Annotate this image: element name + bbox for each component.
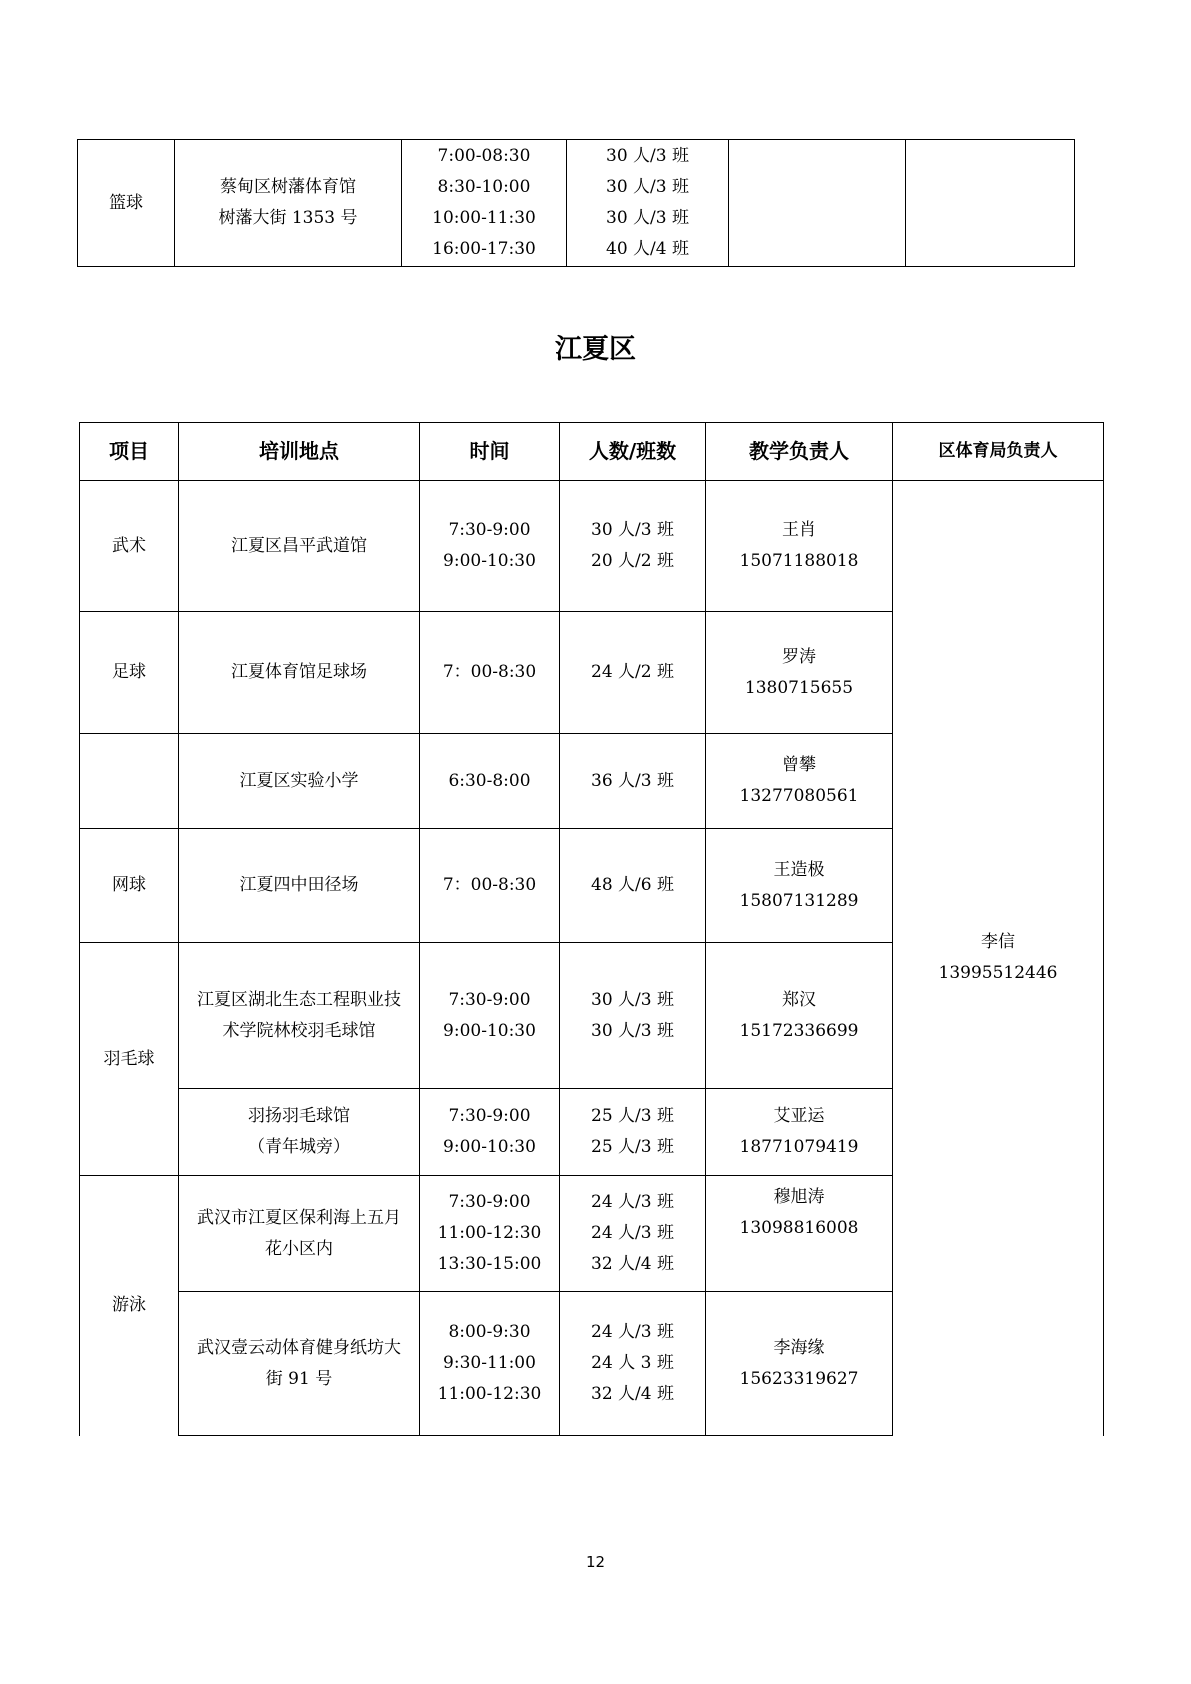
bureau-cell: [893, 481, 1104, 1436]
count-line: 30 人/3 班: [606, 208, 689, 228]
sport-cell: [80, 612, 179, 734]
time-cell: [420, 1176, 560, 1292]
location-cell: [179, 481, 420, 612]
count-line: 30 人/3 班: [591, 520, 674, 540]
count-cell: [560, 734, 706, 829]
time-cell: [420, 1089, 560, 1176]
location-cell: [179, 612, 420, 734]
time-line: 16:00-17:30: [432, 239, 536, 259]
count-line: 30 人/3 班: [591, 989, 674, 1010]
time-line: 6:30-8:00: [448, 770, 531, 791]
count-line: 24 人/2 班: [591, 662, 674, 682]
teacher-cell: [729, 140, 906, 267]
teacher-cell: [706, 481, 893, 612]
location-line: 蔡甸区树藩体育馆: [220, 177, 356, 197]
header-location: 培训地点: [179, 423, 420, 481]
location-line: 江夏区昌平武道馆: [231, 535, 367, 556]
time-line: 13:30-15:00: [437, 1254, 542, 1274]
time-line: 10:00-11:30: [432, 208, 536, 228]
teacher-cell: [706, 1176, 893, 1292]
time-line: 8:00-9:30: [448, 1322, 531, 1342]
location-cell: [179, 943, 420, 1089]
section-title: 江夏区: [555, 334, 636, 365]
sport-cell: [80, 734, 179, 829]
location-cell: [179, 1292, 420, 1436]
sport-cell: [80, 829, 179, 943]
count-line: 25 人/3 班: [591, 1106, 674, 1126]
teacher-name: 王肖: [782, 520, 816, 540]
time-cell: [420, 734, 560, 829]
teacher-cell: [706, 1292, 893, 1436]
count-cell: [560, 612, 706, 734]
count-line: 24 人/3 班: [591, 1322, 674, 1342]
time-line: 9:00-10:30: [443, 1020, 536, 1041]
sport-label: 羽毛球: [103, 1048, 155, 1069]
sport-label: 武术: [112, 535, 146, 556]
header-bureau: 区体育局负责人: [893, 423, 1104, 481]
time-line: 7：00-8:30: [442, 662, 537, 682]
header-item: 项目: [80, 423, 179, 481]
count-cell: [560, 1292, 706, 1436]
page-number: 12: [585, 1553, 606, 1571]
header-row: [80, 423, 1104, 481]
count-cell: [560, 943, 706, 1089]
teacher-phone: 18771079419: [739, 1137, 859, 1157]
location-line: 武汉市江夏区保利海上五月: [197, 1207, 401, 1228]
header-count: 人数/班数: [560, 423, 706, 481]
time-line: 9:00-10:30: [443, 551, 536, 571]
teacher-cell: [706, 943, 893, 1089]
location-cell: [179, 1176, 420, 1292]
count-line: 30 人/3 班: [591, 1020, 674, 1041]
time-line: 11:00-12:30: [437, 1384, 542, 1404]
location-line: 江夏区实验小学: [239, 770, 359, 791]
time-line: 7:00-08:30: [437, 146, 531, 166]
header-teacher: 教学负责人: [706, 423, 893, 481]
location-cell: [179, 1089, 420, 1176]
teacher-name: 罗涛: [782, 646, 816, 667]
teacher-cell: [706, 829, 893, 943]
table-row: [80, 481, 1104, 612]
sport-cell: [80, 1176, 179, 1436]
count-cell: [567, 140, 729, 267]
table-row: [78, 140, 1075, 267]
sport-cell: [78, 140, 175, 267]
teacher-cell: [706, 734, 893, 829]
count-cell: [560, 481, 706, 612]
count-line: 25 人/3 班: [591, 1137, 674, 1157]
time-line: 11:00-12:30: [437, 1223, 542, 1243]
time-cell: [402, 140, 567, 267]
time-cell: [420, 481, 560, 612]
time-line: 7:30-9:00: [448, 989, 531, 1010]
schedule-table: [79, 422, 1104, 1436]
time-line: 9:30-11:00: [443, 1353, 536, 1373]
location-cell: [179, 829, 420, 943]
location-line: （青年城旁）: [248, 1137, 350, 1157]
location-line: 术学院林校羽毛球馆: [222, 1020, 376, 1041]
sport-cell: [80, 481, 179, 612]
count-cell: [560, 829, 706, 943]
sport-label: 网球: [112, 875, 146, 895]
bureau-name: 李信: [981, 932, 1015, 953]
top-table: [77, 139, 1075, 267]
teacher-name: 郑汉: [782, 989, 816, 1010]
count-line: 32 人/4 班: [591, 1384, 674, 1404]
count-line: 24 人 3 班: [591, 1353, 674, 1373]
teacher-phone: 15623319627: [739, 1368, 859, 1389]
teacher-phone: 15807131289: [739, 890, 859, 911]
teacher-cell: [706, 1089, 893, 1176]
bureau-cell: [906, 140, 1075, 267]
time-line: 7:30-9:00: [448, 520, 531, 540]
count-line: 48 人/6 班: [591, 875, 674, 895]
count-line: 30 人/3 班: [606, 146, 689, 166]
location-cell: [179, 734, 420, 829]
teacher-name: 穆旭涛: [773, 1187, 825, 1207]
time-cell: [420, 1292, 560, 1436]
count-line: 20 人/2 班: [591, 551, 674, 571]
teacher-cell: [706, 612, 893, 734]
teacher-phone: 13277080561: [739, 786, 859, 806]
sport-cell: [80, 943, 179, 1176]
time-cell: [420, 829, 560, 943]
count-line: 36 人/3 班: [591, 770, 674, 791]
teacher-name: 王造极: [773, 859, 825, 880]
location-line: 街 91 号: [265, 1368, 333, 1389]
time-cell: [420, 943, 560, 1089]
teacher-phone: 13098816008: [739, 1218, 859, 1238]
count-line: 24 人/3 班: [591, 1223, 674, 1243]
location-line: 江夏区湖北生态工程职业技: [197, 989, 401, 1010]
teacher-phone: 1380715655: [744, 677, 854, 698]
location-line: 武汉壹云动体育健身纸坊大: [197, 1337, 401, 1358]
location-cell: [175, 140, 402, 267]
count-cell: [560, 1089, 706, 1176]
teacher-name: 曾攀: [782, 755, 816, 775]
count-line: 24 人/3 班: [591, 1192, 674, 1212]
location-line: 羽扬羽毛球馆: [248, 1106, 350, 1126]
time-line: 7:30-9:00: [448, 1192, 531, 1212]
time-line: 9:00-10:30: [443, 1137, 536, 1157]
header-time: 时间: [420, 423, 560, 481]
time-line: 8:30-10:00: [437, 177, 531, 197]
teacher-name: 李海缘: [773, 1337, 825, 1358]
count-line: 32 人/4 班: [591, 1254, 674, 1274]
time-line: 7：00-8:30: [442, 875, 537, 895]
location-line: 江夏四中田径场: [239, 875, 359, 895]
teacher-name: 艾亚运: [773, 1106, 825, 1126]
location-line: 树藩大街 1353 号: [218, 208, 358, 228]
time-line: 7:30-9:00: [448, 1106, 531, 1126]
time-cell: [420, 612, 560, 734]
count-line: 30 人/3 班: [606, 177, 689, 197]
location-line: 江夏体育馆足球场: [231, 662, 367, 682]
count-cell: [560, 1176, 706, 1292]
count-line: 40 人/4 班: [606, 239, 689, 259]
sport-label: 足球: [112, 662, 146, 682]
sport-label: 游泳: [112, 1295, 146, 1316]
location-line: 花小区内: [265, 1238, 333, 1259]
teacher-phone: 15071188018: [739, 551, 859, 571]
teacher-phone: 15172336699: [739, 1020, 859, 1041]
sport-label: 篮球: [109, 192, 143, 213]
bureau-phone: 13995512446: [938, 963, 1058, 984]
